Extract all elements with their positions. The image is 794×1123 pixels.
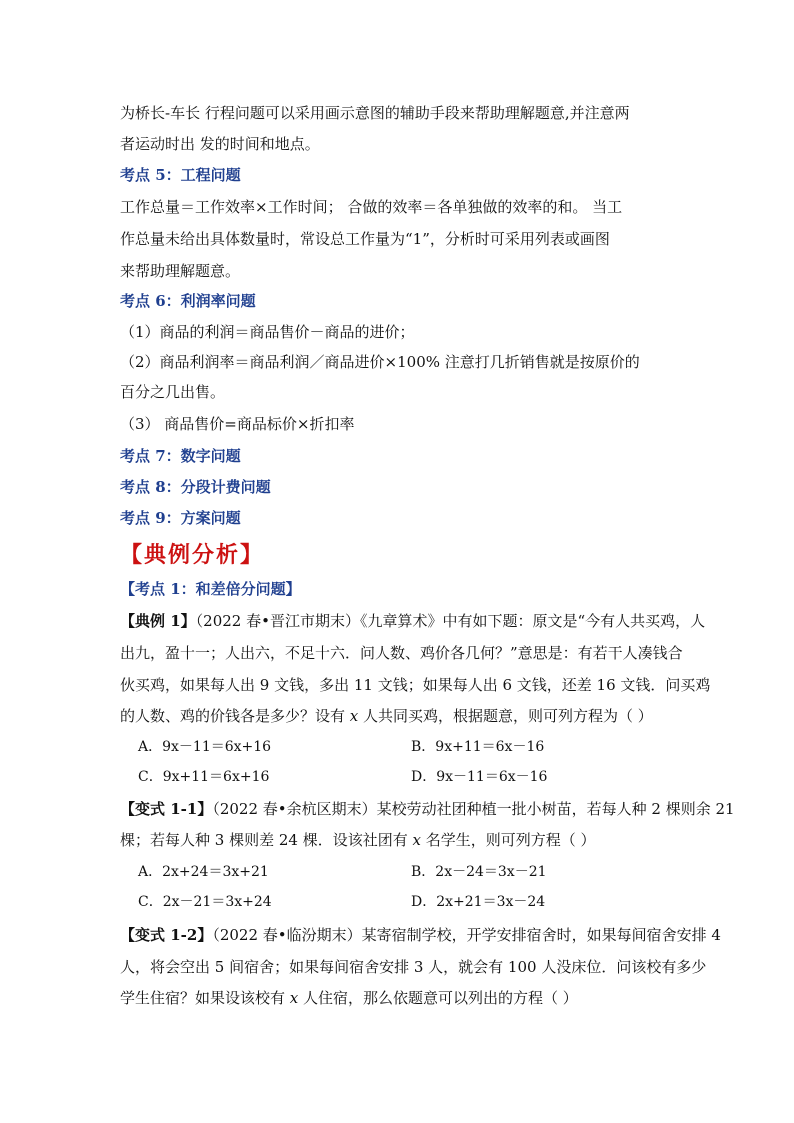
example-1-line-2: 出九，盈十一；人出六，不足十六．问人数、鸡价各几何？”意思是：有若干人凑钱合 [120, 644, 683, 662]
section-heading: 【典例分析】 [120, 542, 265, 568]
variant-1-1-line-1: 【变式 1-1】（2022 春•余杭区期末）某校劳动社团种植一批小树苗，若每人种 2 棵则余 21 [120, 800, 735, 818]
example-1-option-c: C．9x+11＝6x+16 [138, 769, 270, 785]
text-line: 来帮助理解题意。 [120, 262, 241, 280]
example-1-line-1: 【典例 1】（2022 春•晋江市期末）《九章算术》中有如下题：原文是“今有人共买鸡，人 [120, 612, 706, 630]
key-point-8-heading: 考点 8：分段计费问题 [120, 478, 271, 496]
text-line: （1）商品的利润＝商品售价－商品的进价； [120, 323, 415, 341]
variant-1-2-tag: 【变式 1-2】 [120, 926, 213, 944]
variant-1-2-line-3: 学生住宿？如果设该校有 x 人住宿，那么依题意可以列出的方程（ ） [120, 989, 578, 1007]
text-line: 工作总量＝工作效率×工作时间； 合做的效率＝各单独做的效率的和。 当工 [120, 198, 623, 216]
example-1-option-a: A．9x－11＝6x+16 [138, 739, 272, 755]
variant-1-1-option-d: D．2x+21＝3x－24 [411, 894, 546, 910]
example-1-option-d: D．9x－11＝6x－16 [411, 769, 548, 785]
key-point-6-heading: 考点 6：利润率问题 [120, 292, 256, 310]
key-point-7-heading: 考点 7：数字问题 [120, 447, 241, 465]
example-1-tag: 【典例 1】 [120, 612, 196, 630]
topic-1-heading: 【考点 1：和差倍分问题】 [120, 580, 301, 598]
text-line: 百分之几出售。 [120, 383, 226, 401]
example-1-line-4: 的人数、鸡的价钱各是多少？设有 x 人共同买鸡，根据题意，则可列方程为（ ） [120, 707, 653, 725]
variant-1-2-line-2: 人，将会空出 5 间宿舍；如果每间宿舍安排 3 人，就会有 100 人没床位．问该校有多少 [120, 958, 707, 976]
text-line: （3） 商品售价=商品标价×折扣率 [120, 415, 355, 433]
text-line: 者运动时出 发的时间和地点。 [120, 135, 320, 153]
example-1-line-3: 伙买鸡，如果每人出 9 文钱，多出 11 文钱；如果每人出 6 文钱，还差 16 文钱．问买鸡 [120, 676, 711, 694]
variant-1-1-option-c: C．2x－21＝3x+24 [138, 894, 272, 910]
variant-1-1-line-2: 棵；若每人种 3 棵则差 24 棵．设该社团有 x 名学生，则可列方程（ ） [120, 831, 596, 849]
key-point-9-heading: 考点 9：方案问题 [120, 509, 241, 527]
variant-1-1-option-a: A．2x+24＝3x+21 [138, 864, 269, 880]
text-line: （2）商品利润率＝商品利润／商品进价×100% 注意打几折销售就是按原价的 [120, 353, 640, 371]
variant-1-2-line-1: 【变式 1-2】（2022 春•临汾期末）某寄宿制学校，开学安排宿舍时，如果每间宿舍安排 4 [120, 926, 721, 944]
text-line: 为桥长-车长 行程问题可以采用画示意图的辅助手段来帮助理解题意,并注意两 [120, 104, 630, 122]
key-point-5-heading: 考点 5：工程问题 [120, 166, 241, 184]
text-line: 作总量未给出具体数量时，常设总工作量为“1”，分析时可采用列表或画图 [120, 230, 610, 248]
example-1-option-b: B．9x+11＝6x－16 [411, 739, 545, 755]
variant-1-1-option-b: B．2x－24＝3x－21 [411, 864, 547, 880]
variant-1-1-tag: 【变式 1-1】 [120, 800, 213, 818]
